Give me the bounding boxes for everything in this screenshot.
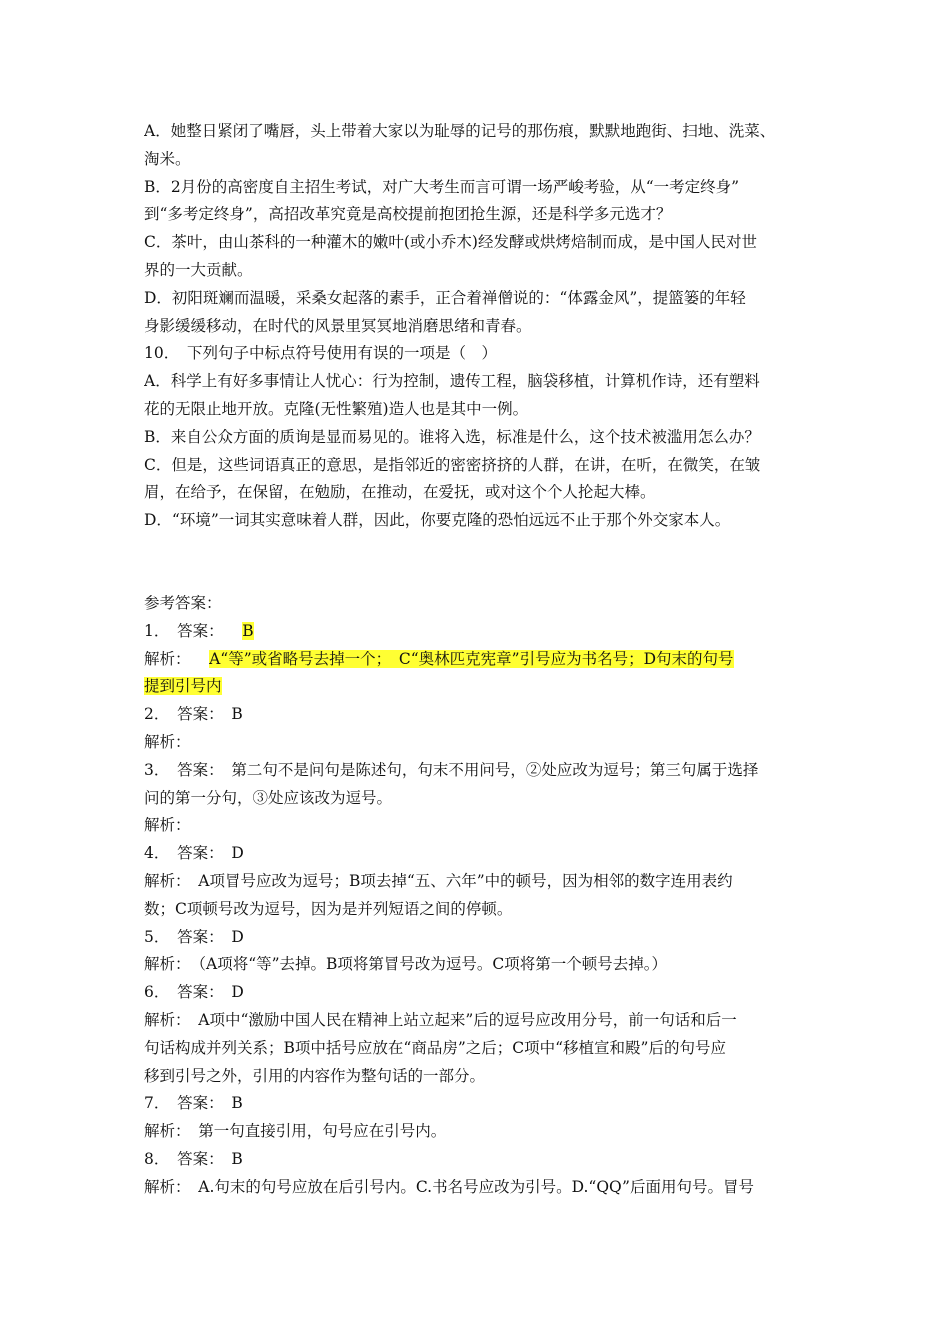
section-gap (144, 535, 812, 590)
answer-4-explanation: 解析： A项冒号应改为逗号；B项去掉“五、六年”中的顿号，因为相邻的数字连用表约 (144, 871, 733, 890)
question-line: 界的一大贡献。 (144, 260, 253, 279)
question-line: D．“环境”一词其实意味着人群，因此，你要克隆的恐怕远远不止于那个外交家本人。 (144, 511, 731, 530)
answer-2: 2． 答案： B (144, 705, 243, 724)
answer-6: 6． 答案： D (144, 983, 244, 1002)
answer-2-explanation: 解析： (144, 732, 191, 751)
question-line: B．来自公众方面的质询是显而易见的。谁将入选，标准是什么，这个技术被滥用怎么办？ (144, 427, 760, 446)
answer-4-explanation-cont: 数；C项顿号改为逗号，因为是并列短语之间的停顿。 (144, 899, 513, 918)
question-line: 到“多考定终身”，高招改革究竟是高校提前抱团抢生源，还是科学多元选才？ (144, 205, 672, 224)
answer-3: 3． 答案： 第二句不是问句是陈述句，句末不用问号，②处应改为逗号；第三句属于选择 (144, 760, 759, 779)
answer-5-explanation: 解析： （A项将“等”去掉。B项将第冒号改为逗号。C项将第一个顿号去掉。） (144, 955, 668, 974)
document-body (144, 118, 812, 1201)
question-line: C．但是，这些词语真正的意思，是指邻近的密密挤挤的人群，在讲，在听，在微笑，在皱 (144, 455, 761, 474)
answer-7-explanation: 解析： 第一句直接引用，句号应在引号内。 (144, 1122, 447, 1141)
answer-1-label: 1． 答案： (144, 621, 224, 640)
question-title: 10． 下列句子中标点符号使用有误的一项是（ ） (144, 344, 497, 363)
question-line: D．初阳斑斓而温暖，采桑女起落的素手，正合着禅僧说的：“体露金风”，提篮篓的年轻 (144, 288, 746, 307)
question-line: B．2月份的高密度自主招生考试，对广大考生而言可谓一场严峻考验，从“一考定终身” (144, 177, 740, 196)
answer-6-explanation-cont: 移到引号之外，引用的内容作为整句话的一部分。 (144, 1066, 486, 1085)
question-line: 眉，在给予，在保留，在勉励，在推动，在爱抚，或对这个个人抡起大棒。 (144, 483, 656, 502)
answer-1-explanation-text: A“等”或省略号去掉一个； C“奥林匹克宪章”引号应为书名号；D句末的句号 (209, 649, 734, 668)
answer-1-value: B (242, 621, 254, 640)
question-line: A．她整日紧闭了嘴唇，头上带着大家以为耻辱的记号的那伤痕，默默地跑街、扫地、洗菜、 (144, 122, 776, 140)
question-line: C．茶叶，由山茶科的一种灌木的嫩叶(或小乔木)经发酵或烘烤焙制而成，是中国人民对世 (144, 233, 757, 252)
question-line: 淘米。 (144, 149, 191, 168)
explanation-label: 解析： (144, 649, 191, 668)
answer-1-explanation-text-cont: 提到引号内 (144, 677, 222, 696)
answer-7: 7． 答案： B (144, 1094, 243, 1113)
question-line: A．科学上有好多事情让人忧心：行为控制，遗传工程，脑袋移植，计算机作诗，还有塑料 (144, 372, 760, 391)
question-line: 花的无限止地开放。克隆(无性繁殖)造人也是其中一例。 (144, 399, 529, 418)
answer-8-explanation: 解析： A.句末的句号应放在后引号内。C.书名号应改为引号。D.“QQ”后面用句号。冒号 (144, 1177, 754, 1196)
answer-3-explanation: 解析： (144, 816, 191, 835)
answer-6-explanation: 解析： A项中“激励中国人民在精神上站立起来”后的逗号应改用分号，前一句话和后一 (144, 1010, 737, 1029)
answer-1 (144, 618, 812, 646)
answer-3-cont: 问的第一分句，③处应该改为逗号。 (144, 788, 393, 807)
answer-8: 8． 答案： B (144, 1149, 243, 1168)
answer-1-explanation (144, 646, 812, 674)
answer-5: 5． 答案： D (144, 927, 244, 946)
answer-1-explanation-cont (144, 673, 812, 701)
answer-4: 4． 答案： D (144, 844, 244, 863)
question-line: 身影缓缓移动，在时代的风景里冥冥地消磨思绪和青春。 (144, 316, 532, 335)
answers-title: 参考答案： (144, 593, 222, 612)
answer-6-explanation-cont: 句话构成并列关系；B项中括号应放在“商品房”之后；C项中“移植宣和殿”后的句号应 (144, 1038, 726, 1057)
